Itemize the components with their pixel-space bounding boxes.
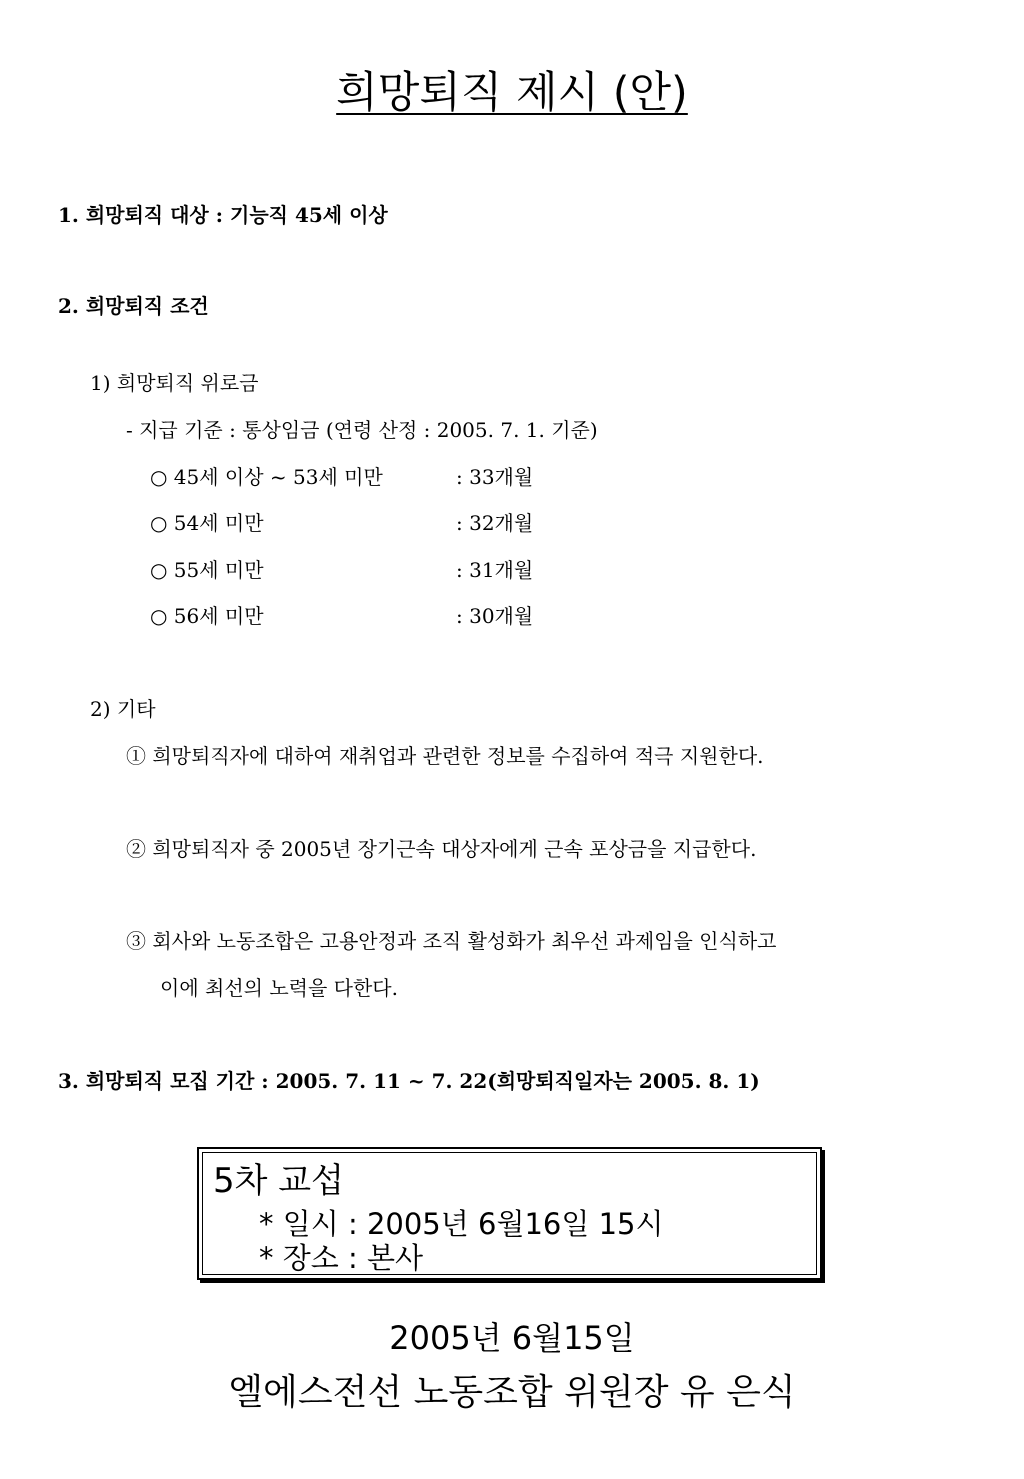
benefit-row-months: : 31개월 (456, 558, 534, 582)
other-item-3-continued: 이에 최선의 노력을 다한다. (160, 976, 398, 1000)
benefit-row-age: ○ 56세 미만 (150, 604, 264, 628)
benefit-row-age: ○ 45세 이상 ~ 53세 미만 (150, 465, 383, 489)
section-1-target: 1. 희망퇴직 대상 : 기능직 45세 이상 (58, 203, 388, 227)
section-3-period: 3. 희망퇴직 모집 기간 : 2005. 7. 11 ~ 7. 22(희망퇴직일자는 2005. 8. 1) (58, 1069, 760, 1093)
document-title (0, 66, 1024, 120)
benefit-row (150, 556, 570, 584)
benefit-row (150, 509, 570, 537)
benefit-row-months: : 33개월 (456, 465, 534, 489)
other-item-3: ③ 회사와 노동조합은 고용안정과 조직 활성화가 최우선 과제임을 인식하고 (126, 929, 777, 953)
payment-criteria: - 지급 기준 : 통상임금 (연령 산정 : 2005. 7. 1. 기준) (126, 418, 598, 442)
union-signature: 엘에스전선 노동조합 위원장 유 은식 (228, 1372, 796, 1413)
benefit-row-age: ○ 54세 미만 (150, 511, 264, 535)
other-item-2: ② 희망퇴직자 중 2005년 장기근속 대상자에게 근속 포상금을 지급한다. (126, 837, 757, 861)
other-item-1: ① 희망퇴직자에 대하여 재취업과 관련한 정보를 수집하여 적극 지원한다. (126, 744, 764, 768)
benefit-row-age: ○ 55세 미만 (150, 558, 264, 582)
document-title-text: 희망퇴직 제시 (안) (336, 68, 688, 118)
negotiation-datetime: * 일시 : 2005년 6월16일 15시 (259, 1207, 664, 1241)
section-2-conditions: 2. 희망퇴직 조건 (58, 294, 209, 318)
issue-date: 2005년 6월15일 (389, 1319, 635, 1357)
negotiation-location: * 장소 : 본사 (259, 1241, 423, 1275)
benefit-row-months: : 32개월 (456, 511, 534, 535)
benefit-row (150, 463, 570, 491)
benefit-row (150, 602, 570, 630)
negotiation-notice-box (197, 1147, 822, 1280)
subsection-2-heading: 2) 기타 (90, 697, 156, 721)
subsection-1-heading: 1) 희망퇴직 위로금 (90, 371, 259, 395)
benefit-row-months: : 30개월 (456, 604, 534, 628)
negotiation-round-title: 5차 교섭 (213, 1161, 344, 1201)
